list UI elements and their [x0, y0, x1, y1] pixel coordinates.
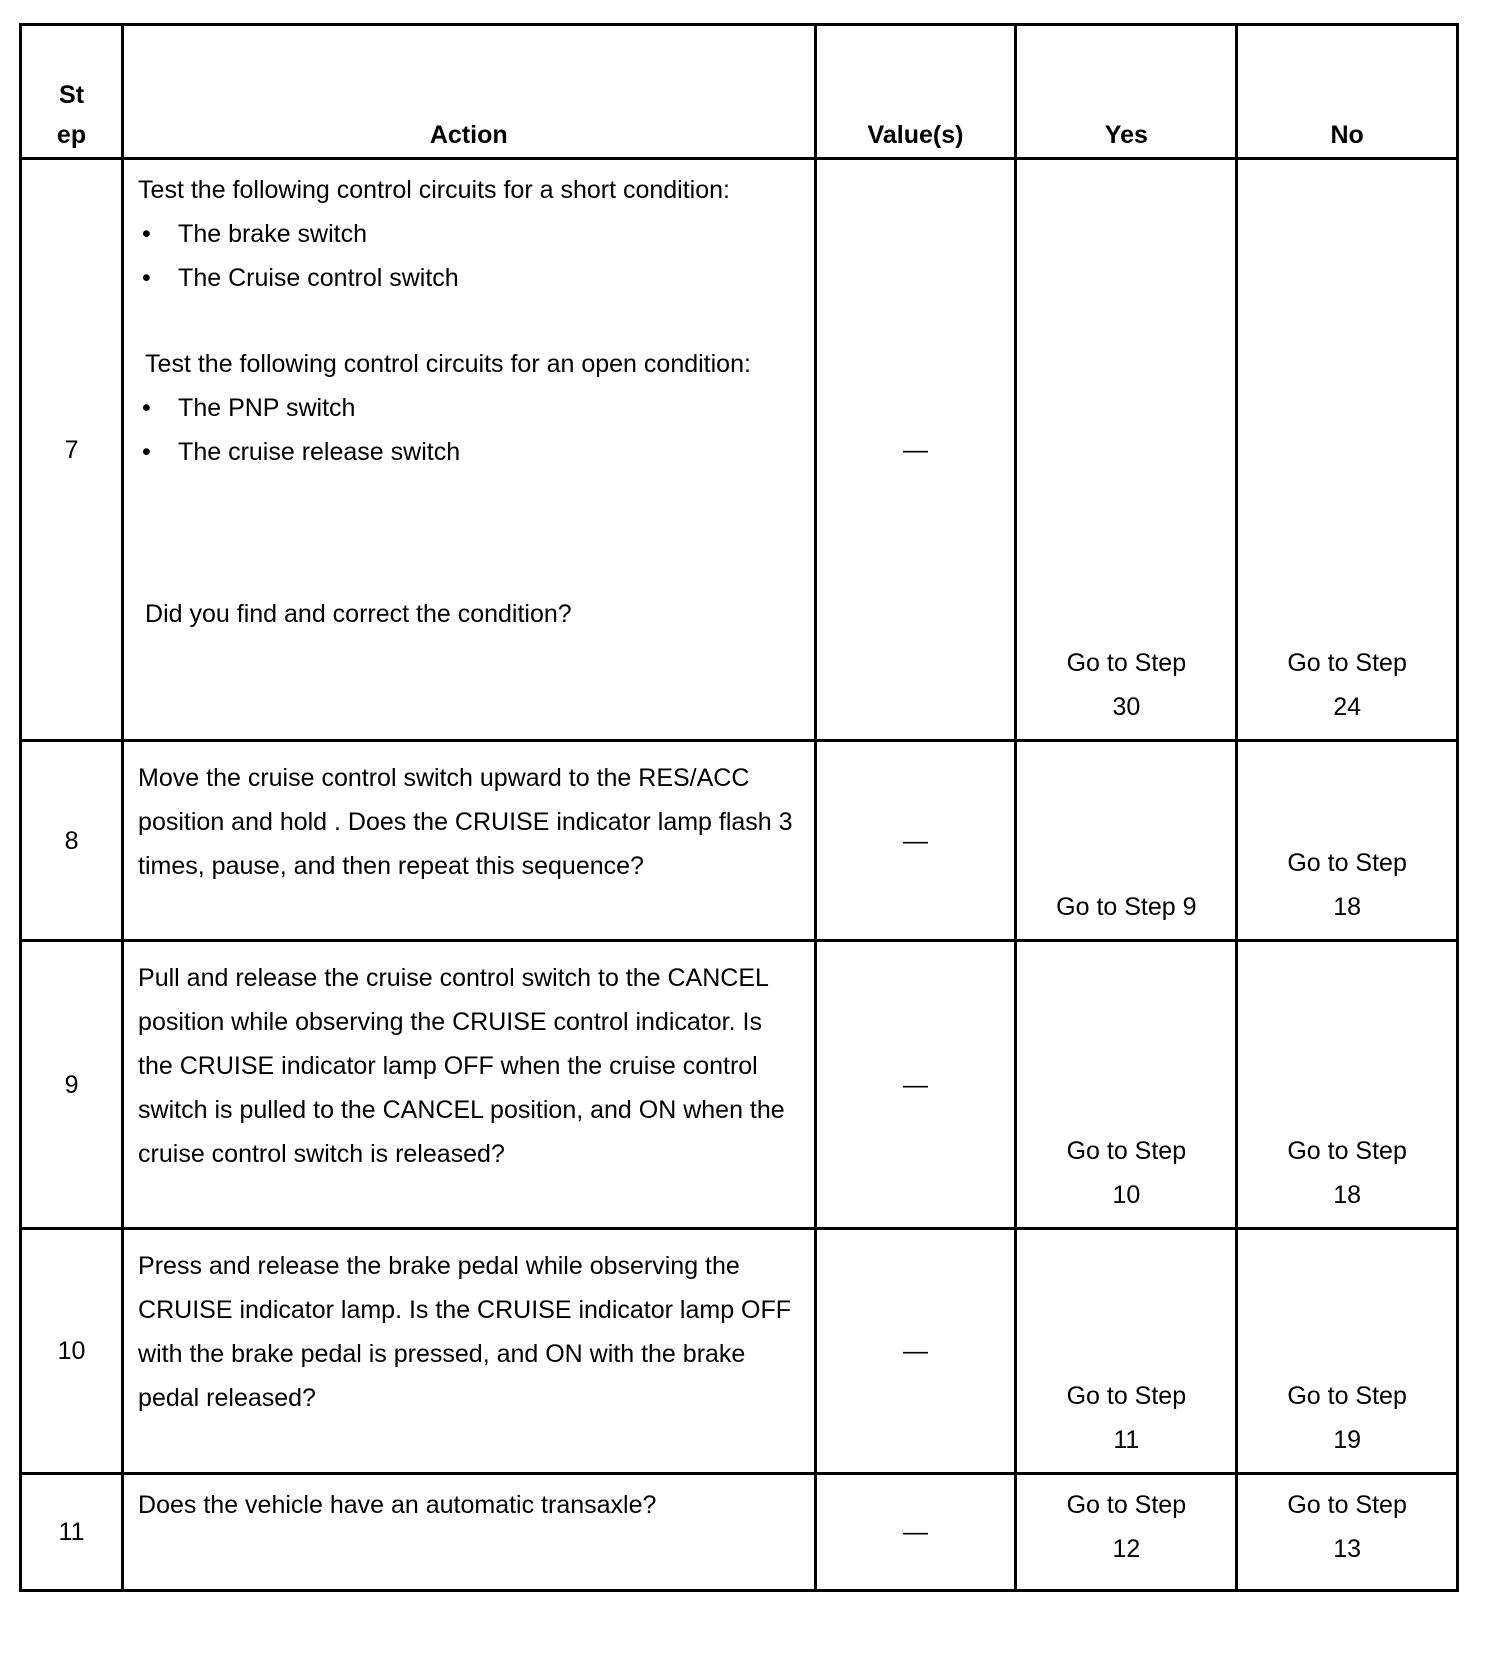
yes-cell — [1016, 1229, 1237, 1474]
no-cell — [1237, 941, 1458, 1229]
yes-goto-label: Go to Step — [1066, 1137, 1187, 1165]
value-cell: — — [815, 741, 1016, 941]
no-goto-label: Go to Step — [1287, 849, 1407, 877]
no-cell — [1237, 1229, 1458, 1474]
yes-goto-label: Go to Step — [1066, 1382, 1187, 1410]
bullet-icon: • — [142, 438, 151, 466]
yes-goto-label: Go to Step 9 — [1056, 893, 1197, 921]
list-item-text: The brake switch — [178, 220, 368, 248]
action-cell: Pull and release the cruise control switch to the CANCEL position while observing the CRUISE control indicator. Is the CRUISE indicator lamp OFF when the cruise control switch is pulled to the CANCEL position, and ON when the cruise control switch is released? — [123, 941, 815, 1229]
no-goto-step: 13 — [1333, 1535, 1362, 1563]
table-row — [21, 159, 1458, 741]
table-row — [21, 1474, 1458, 1591]
action-cell: Does the vehicle have an automatic transaxle? — [123, 1474, 815, 1591]
yes-goto-step: 30 — [1112, 693, 1141, 721]
no-goto-step: 19 — [1333, 1426, 1362, 1454]
list-item-text: The PNP switch — [178, 394, 356, 422]
value-cell: — — [815, 159, 1016, 741]
no-cell — [1237, 159, 1458, 741]
header-step-line2: ep — [56, 121, 87, 149]
header-step — [21, 25, 123, 159]
yes-goto-step: 12 — [1112, 1535, 1141, 1563]
yes-goto-label: Go to Step — [1066, 649, 1187, 677]
yes-cell — [1016, 1474, 1237, 1591]
yes-cell — [1016, 159, 1237, 741]
action-intro-open: Test the following control circuits for an open condition: — [145, 350, 751, 378]
no-goto-label: Go to Step — [1287, 1382, 1407, 1410]
list-item — [138, 256, 799, 300]
no-goto-step: 24 — [1333, 693, 1362, 721]
table-row — [21, 1229, 1458, 1474]
no-cell — [1237, 1474, 1458, 1591]
action-intro-short: Test the following control circuits for a short condition: — [138, 176, 730, 204]
header-step-line1: St — [59, 81, 85, 109]
no-cell — [1237, 741, 1458, 941]
step-number: 7 — [21, 159, 123, 741]
table-row — [21, 741, 1458, 941]
yes-goto-label: Go to Step — [1066, 1491, 1187, 1519]
step-number: 9 — [21, 941, 123, 1229]
step-number: 11 — [21, 1474, 123, 1591]
list-item-text: The cruise release switch — [178, 438, 461, 466]
header-action: Action — [123, 25, 815, 159]
yes-cell — [1016, 941, 1237, 1229]
table-row — [21, 941, 1458, 1229]
list-item — [138, 430, 799, 474]
value-cell: — — [815, 1474, 1016, 1591]
yes-goto-step: 11 — [1113, 1426, 1140, 1454]
step-number: 10 — [21, 1229, 123, 1474]
bullet-icon: • — [142, 220, 151, 248]
action-cell: Press and release the brake pedal while observing the CRUISE indicator lamp. Is the CRUISE indicator lamp OFF with the brake pedal is pressed, and ON with the brake pedal released? — [123, 1229, 815, 1474]
no-goto-label: Go to Step — [1287, 1137, 1407, 1165]
value-cell: — — [815, 1229, 1016, 1474]
yes-goto-step: 10 — [1112, 1181, 1141, 1209]
no-goto-step: 18 — [1333, 1181, 1362, 1209]
diagnostic-table — [19, 23, 1459, 1592]
header-no: No — [1237, 25, 1458, 159]
action-question: Did you find and correct the condition? — [145, 600, 572, 628]
header-row — [21, 25, 1458, 159]
bullet-list-open — [138, 386, 799, 474]
action-cell — [123, 159, 815, 741]
header-values: Value(s) — [815, 25, 1016, 159]
step-number: 8 — [21, 741, 123, 941]
list-item — [138, 212, 799, 256]
bullet-icon: • — [142, 394, 151, 422]
list-item — [138, 386, 799, 430]
no-goto-step: 18 — [1333, 893, 1362, 921]
bullet-list-short — [138, 212, 799, 300]
value-cell: — — [815, 941, 1016, 1229]
action-cell: Move the cruise control switch upward to the RES/ACC position and hold . Does the CRUISE indicator lamp flash 3 times, pause, and then repeat this sequence? — [123, 741, 815, 941]
yes-cell — [1016, 741, 1237, 941]
bullet-icon: • — [142, 264, 151, 292]
no-goto-label: Go to Step — [1287, 649, 1407, 677]
list-item-text: The Cruise control switch — [178, 264, 459, 292]
header-yes: Yes — [1016, 25, 1237, 159]
no-goto-label: Go to Step — [1287, 1491, 1407, 1519]
